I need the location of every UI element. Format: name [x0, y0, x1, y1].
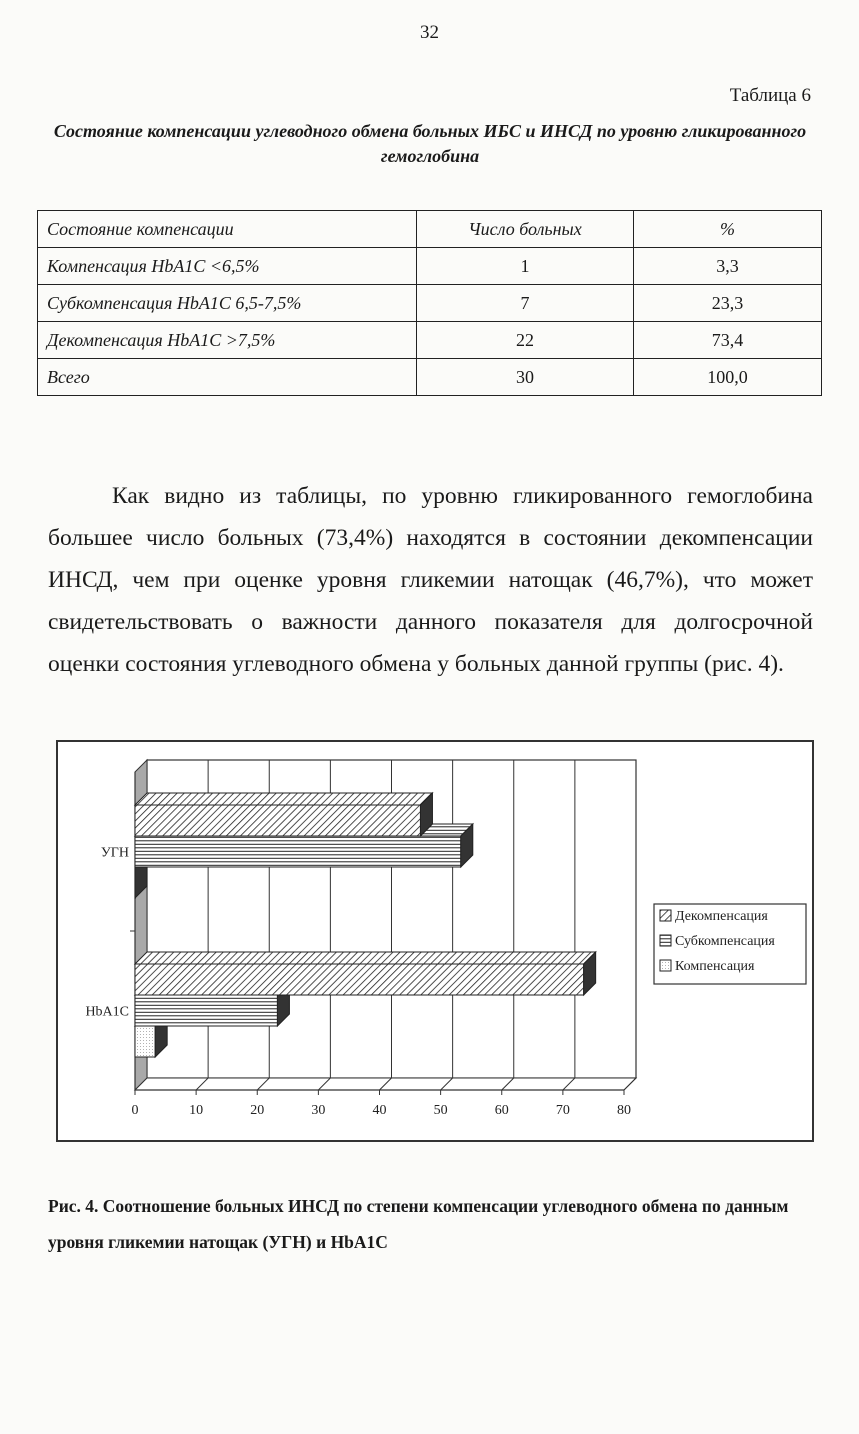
y-category-label: HbA1C	[85, 1004, 129, 1020]
bar-chart	[58, 742, 816, 1144]
x-tick-label: 80	[617, 1103, 631, 1118]
table-cell: Субкомпенсация HbA1C 6,5-7,5%	[38, 285, 417, 322]
table-cell: 73,4	[634, 322, 822, 359]
bar	[135, 1026, 155, 1057]
table-cell: 1	[417, 248, 634, 285]
table-caption: Состояние компенсации углеводного обмена больных ИБС и ИНСД по уровню гликированного гемоглобина	[53, 121, 807, 166]
legend-label: Декомпенсация	[675, 909, 768, 924]
x-tick-label: 0	[131, 1103, 139, 1118]
table-cell: 23,3	[634, 285, 822, 322]
bar	[135, 836, 461, 867]
x-tick-label: 20	[250, 1103, 265, 1118]
table-cell: 7	[417, 285, 634, 322]
legend-label: Субкомпенсация	[675, 934, 775, 949]
body-paragraph	[48, 475, 813, 685]
legend-label: Компенсация	[675, 959, 755, 974]
table-row	[38, 359, 822, 396]
legend-swatch	[660, 935, 671, 946]
table-header-cell: Состояние компенсации	[38, 211, 417, 248]
x-tick-label: 50	[433, 1103, 448, 1118]
body-paragraph-text: Как видно из таблицы, по уровню гликированного гемоглобина большее число больных (73,4%) находятся в состоянии декомпенсации ИНСД, чем при оценке уровня гликемии натощак (46,7%), что может свидетельствовать о важности данного показателя для долгосрочной оценки состояния углеводного обмена у больных данной группы (рис. 4).	[48, 483, 813, 677]
table-cell: Всего	[38, 359, 417, 396]
legend-swatch	[660, 910, 671, 921]
bar-top-face	[135, 793, 432, 805]
table-row	[38, 285, 822, 322]
data-table	[37, 210, 822, 396]
table-cell: 30	[417, 359, 634, 396]
bar	[135, 964, 584, 995]
table-header-row	[38, 211, 822, 248]
table-cell: Компенсация HbA1C <6,5%	[38, 248, 417, 285]
x-tick-label: 30	[311, 1103, 326, 1118]
figure-frame	[56, 740, 814, 1142]
bar-top-face	[135, 952, 596, 964]
table-label: Таблица 6	[729, 85, 811, 106]
y-category-label: УГН	[100, 845, 129, 861]
page-number: 32	[420, 22, 439, 43]
table-row	[38, 248, 822, 285]
table-cell: 3,3	[634, 248, 822, 285]
x-tick-label: 70	[555, 1103, 570, 1118]
table-header-cell: %	[634, 211, 822, 248]
table-cell: 22	[417, 322, 634, 359]
table-row	[38, 322, 822, 359]
legend-swatch	[660, 960, 671, 971]
table-cell: Декомпенсация HbA1C >7,5%	[38, 322, 417, 359]
bar	[135, 995, 277, 1026]
x-tick-label: 10	[189, 1103, 204, 1118]
table-cell: 100,0	[634, 359, 822, 396]
table-header-cell: Число больных	[417, 211, 634, 248]
bar	[135, 805, 420, 836]
x-tick-label: 40	[372, 1103, 387, 1118]
figure-caption: Рис. 4. Соотношение больных ИНСД по степени компенсации углеводного обмена по данным уровня гликемии натощак (УГН) и HbA1C	[48, 1196, 789, 1252]
x-tick-label: 60	[494, 1103, 509, 1118]
